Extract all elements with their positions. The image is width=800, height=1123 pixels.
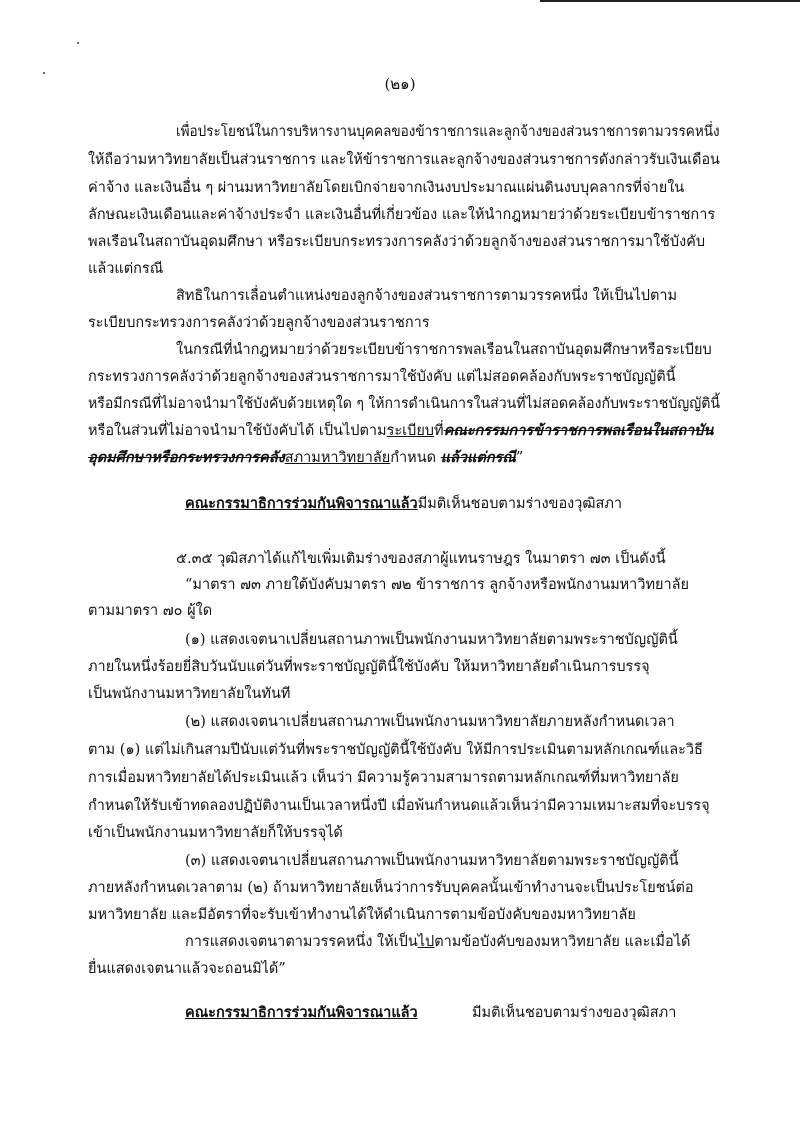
item1-line: (๑) แสดงเจตนาเปลี่ยนสถานภาพเป็นพนักงานมหาวิทยาลัยตามพระราชบัญญัตินี้	[185, 632, 678, 648]
scan-top-border	[540, 0, 800, 2]
struck-deletion: คณะกรรมการข้าราชการพลเรือนในสถาบัน	[443, 422, 714, 439]
committee-heading	[185, 1004, 418, 1022]
committee-text: มีมติเห็นชอบตามร่างของวุฒิสภา	[417, 496, 623, 512]
para1-line: ให้ถือว่ามหาวิทยาลัยเป็นส่วนราชการ และให้ข้าราชการและลูกจ้างของส่วนราชการดังกล่าวรับเงินเดือน	[88, 152, 720, 168]
struck-deletion: อุดมศึกษาหรือกระทรวงการคลัง	[88, 449, 285, 466]
para2-line: ระเบียบกระทรวงการคลังว่าด้วยลูกจ้างของส่วนราชการ	[88, 315, 430, 331]
page-number: (๒๑)	[384, 75, 416, 93]
para3-text: ”	[515, 450, 524, 466]
item2-line: เข้าเป็นพนักงานมหาวิทยาลัยก็ให้บรรจุได้	[88, 825, 343, 841]
struck-deletion: แล้วแต่กรณี	[440, 449, 516, 466]
section-quote: ตามมาตรา ๗๐ ผู้ใด	[88, 603, 213, 619]
para3-text: ที่	[434, 423, 444, 439]
section-quote: “มาตรา ๗๓ ภายใต้บังคับมาตรา ๗๒ ข้าราชการ ลูกจ้างหรือพนักงานมหาวิทยาลัย	[185, 577, 690, 593]
scan-speck	[77, 42, 79, 44]
para3-line: กระทรวงการคลังว่าด้วยลูกจ้างของส่วนราชการมาใช้บังคับ แต่ไม่สอดคล้องกับพระราชบัญญัตินี้	[88, 369, 676, 385]
section-intro: ๕.๓๕ วุฒิสภาได้แก้ไขเพิ่มเติมร่างของสภาผู้แทนราษฎร ในมาตรา ๗๓ เป็นดังนี้	[176, 551, 666, 567]
para1-line: แล้วแต่กรณี	[88, 261, 164, 277]
item2-line: ตาม (๑) แต่ไม่เกินสามปีนับแต่วันที่พระราชบัญญัตินี้ใช้บังคับ ให้มีการประเมินตามหลักเกณฑ์และวิธี	[88, 742, 703, 758]
para3-line	[88, 449, 523, 467]
item2-line: การเมื่อมหาวิทยาลัยได้ประเมินแล้ว เห็นว่า มีความรู้ความสามารถตามหลักเกณฑ์ที่มหาวิทยาลัย	[88, 770, 679, 786]
item3-line: มหาวิทยาลัย และมีอัตราที่จะรับเข้าทำงานได้ให้ดำเนินการตามข้อบังคับของมหาวิทยาลัย	[88, 907, 636, 923]
para3-text: หรือในส่วนที่ไม่อาจนำมาใช้บังคับได้ เป็นไปตาม	[88, 423, 387, 439]
committee-resolution	[185, 495, 622, 513]
underlined-insertion: ไป	[417, 934, 435, 950]
item3-line: (๓) แสดงเจตนาเปลี่ยนสถานภาพเป็นพนักงานมหาวิทยาลัยตามพระราชบัญญัตินี้	[185, 853, 679, 869]
para1-line: ลักษณะเงินเดือนและค่าจ้างประจำ และเงินอื่นที่เกี่ยวข้อง และให้นำกฎหมายว่าด้วยระเบียบข้าราชการ	[88, 207, 716, 223]
closing-line: ยื่นแสดงเจตนาแล้วจะถอนมิได้”	[88, 961, 286, 977]
item2-line: กำหนดให้รับเข้าทดลองปฏิบัติงานเป็นเวลาหนึ่งปี เมื่อพ้นกำหนดแล้วเห็นว่ามีความเหมาะสมที่จะบรรจุ	[88, 798, 710, 814]
committee-heading-text: คณะกรรมาธิการร่วมกันพิจารณาแล้ว	[185, 1004, 418, 1021]
underlined-insertion: ระเบียบ	[386, 423, 435, 439]
para1-line: เพื่อประโยชน์ในการบริหารงานบุคคลของข้าราชการและลูกจ้างของส่วนราชการตามวรรคหนึ่ง	[176, 124, 720, 140]
para2-line: สิทธิในการเลื่อนตำแหน่งของลูกจ้างของส่วนราชการตามวรรคหนึ่ง ให้เป็นไปตาม	[176, 288, 678, 304]
closing-line	[185, 933, 690, 951]
item2-line: (๒) แสดงเจตนาเปลี่ยนสถานภาพเป็นพนักงานมหาวิทยาลัยภายหลังกำหนดเวลา	[185, 714, 675, 730]
committee-text: มีมติเห็นชอบตามร่างของวุฒิสภา	[472, 1005, 677, 1021]
item3-line: ภายหลังกำหนดเวลาตาม (๒) ถ้ามหาวิทยาลัยเห็นว่าการรับบุคคลนั้นเข้าทำงานจะเป็นประโยชน์ต่อ	[88, 880, 694, 896]
para3-line	[88, 422, 713, 440]
item1-line: ภายในหนึ่งร้อยยี่สิบวันนับแต่วันที่พระราชบัญญัตินี้ใช้บังคับ ให้มหาวิทยาลัยดำเนินการบรรจุ	[88, 659, 650, 675]
para3-text: กำหนด	[390, 450, 437, 466]
closing-text: ตามข้อบังคับของมหาวิทยาลัย และเมื่อได้	[434, 934, 691, 950]
closing-text: การแสดงเจตนาตามวรรคหนึ่ง ให้เป็น	[185, 934, 418, 950]
committee-heading: คณะกรรมาธิการร่วมกันพิจารณาแล้ว	[185, 495, 418, 512]
para1-line: ค่าจ้าง และเงินอื่น ๆ ผ่านมหาวิทยาลัยโดยเบิกจ่ายจากเงินงบประมาณแผ่นดินงบบุคลากรที่จ่ายใน	[88, 180, 685, 196]
para3-line: ในกรณีที่นำกฎหมายว่าด้วยระเบียบข้าราชการพลเรือนในสถาบันอุดมศึกษาหรือระเบียบ	[176, 342, 712, 358]
item1-line: เป็นพนักงานมหาวิทยาลัยในทันที	[88, 686, 291, 702]
underlined-insertion: สภามหาวิทยาลัย	[284, 450, 391, 466]
para3-line: หรือมีกรณีที่ไม่อาจนำมาใช้บังคับด้วยเหตุใด ๆ ให้การดำเนินการในส่วนที่ไม่สอดคล้องกับพระราชบัญญัตินี้	[88, 396, 721, 412]
para1-line: พลเรือนในสถาบันอุดมศึกษา หรือระเบียบกระทรวงการคลังว่าด้วยลูกจ้างของส่วนราชการมาใช้บังคับ	[88, 234, 706, 250]
